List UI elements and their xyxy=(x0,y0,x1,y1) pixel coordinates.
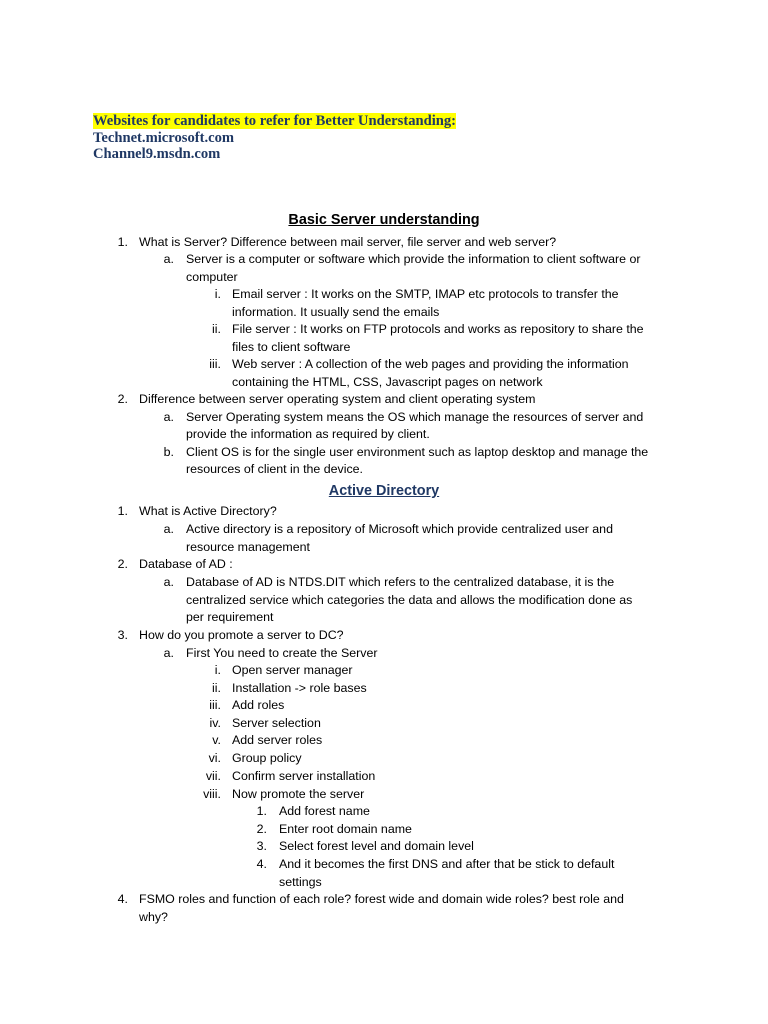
email-server-line1: Email server : It works on the SMTP, IMAP etc protocols to transfer the xyxy=(232,287,619,301)
list-marker: 4. xyxy=(117,892,128,906)
ad-answer-3a: First You need to create the Server xyxy=(186,646,378,660)
section-title-basic-server: Basic Server understanding xyxy=(288,212,480,228)
list-marker: 2. xyxy=(256,822,267,836)
question-2: Difference between server operating system and client operating system xyxy=(139,392,536,406)
substep-item: Enter root domain name xyxy=(279,822,412,836)
list-marker: iii. xyxy=(209,357,221,371)
web-server-line2: containing the HTML, CSS, Javascript pages on network xyxy=(232,375,543,389)
answer-2b-line1: Client OS is for the single user environment such as laptop desktop and manage the xyxy=(186,445,649,459)
file-server-line2: files to client software xyxy=(232,340,351,354)
list-marker: ii. xyxy=(212,322,221,336)
substep-item: And it becomes the first DNS and after that be stick to default xyxy=(279,857,615,871)
answer-2a-line1: Server Operating system means the OS which manage the resources of server and xyxy=(186,410,644,424)
list-marker: 1. xyxy=(256,804,267,818)
step-item: Now promote the server xyxy=(232,787,365,801)
step-item: Group policy xyxy=(232,751,302,765)
step-item: Server selection xyxy=(232,716,321,730)
list-marker: a. xyxy=(163,252,174,266)
list-marker: 3. xyxy=(117,628,128,642)
answer-2a-line2: provide the information as required by client. xyxy=(186,427,430,441)
ad-answer-2a-line3: per requirement xyxy=(186,610,274,624)
answer-1a-line1: Server is a computer or software which provide the information to client software or xyxy=(186,252,641,266)
question-1: What is Server? Difference between mail server, file server and web server? xyxy=(139,235,557,249)
ad-answer-2a-line2: centralized service which categories the data and allows the modification done as xyxy=(186,593,633,607)
section-title-active-directory: Active Directory xyxy=(328,483,440,499)
list-marker: vi. xyxy=(208,751,221,765)
step-item: Open server manager xyxy=(232,663,353,677)
list-marker: a. xyxy=(163,522,174,536)
list-marker: vii. xyxy=(205,769,221,783)
step-item: Confirm server installation xyxy=(232,769,376,783)
ad-question-4-line2: why? xyxy=(139,910,168,924)
list-marker: i. xyxy=(214,663,221,677)
ad-question-2: Database of AD : xyxy=(139,557,233,571)
list-marker: a. xyxy=(163,575,174,589)
ad-question-3: How do you promote a server to DC? xyxy=(139,628,344,642)
list-marker: iv. xyxy=(209,716,221,730)
web-server-line1: Web server : A collection of the web pages and providing the information xyxy=(232,357,629,371)
email-server-line2: information. It usually send the emails xyxy=(232,305,440,319)
list-marker: 1. xyxy=(117,235,128,249)
list-marker: i. xyxy=(214,287,221,301)
list-marker: 3. xyxy=(256,839,267,853)
ad-question-1: What is Active Directory? xyxy=(139,504,277,518)
file-server-line1: File server : It works on FTP protocols and works as repository to share the xyxy=(232,322,644,336)
step-item: Add server roles xyxy=(232,733,323,747)
ad-answer-2a-line1: Database of AD is NTDS.DIT which refers to the centralized database, it is the xyxy=(186,575,615,589)
substep-item: Add forest name xyxy=(279,804,370,818)
ad-answer-1a-line1: Active directory is a repository of Microsoft which provide centralized user and xyxy=(186,522,613,536)
list-marker: ii. xyxy=(212,681,221,695)
list-marker: 4. xyxy=(256,857,267,871)
list-marker: 2. xyxy=(117,557,128,571)
answer-2b-line2: resources of client in the device. xyxy=(186,462,364,476)
substep-item: Select forest level and domain level xyxy=(279,839,474,853)
list-marker: b. xyxy=(163,445,174,459)
answer-1a-line2: computer xyxy=(186,270,238,284)
list-marker: viii. xyxy=(203,787,221,801)
list-marker: a. xyxy=(163,646,174,660)
reference-link-channel9[interactable]: Channel9.msdn.com xyxy=(93,146,221,163)
substep-item-continuation: settings xyxy=(279,875,322,889)
reference-heading: Websites for candidates to refer for Better Understanding: xyxy=(93,113,457,129)
reference-link-technet[interactable]: Technet.microsoft.com xyxy=(93,129,235,146)
list-marker: v. xyxy=(212,733,221,747)
step-item: Add roles xyxy=(232,698,285,712)
list-marker: 1. xyxy=(117,504,128,518)
ad-answer-1a-line2: resource management xyxy=(186,540,310,554)
ad-question-4-line1: FSMO roles and function of each role? forest wide and domain wide roles? best role and xyxy=(139,892,624,906)
step-item: Installation -> role bases xyxy=(232,681,367,695)
list-marker: iii. xyxy=(209,698,221,712)
list-marker: 2. xyxy=(117,392,128,406)
list-marker: a. xyxy=(163,410,174,424)
